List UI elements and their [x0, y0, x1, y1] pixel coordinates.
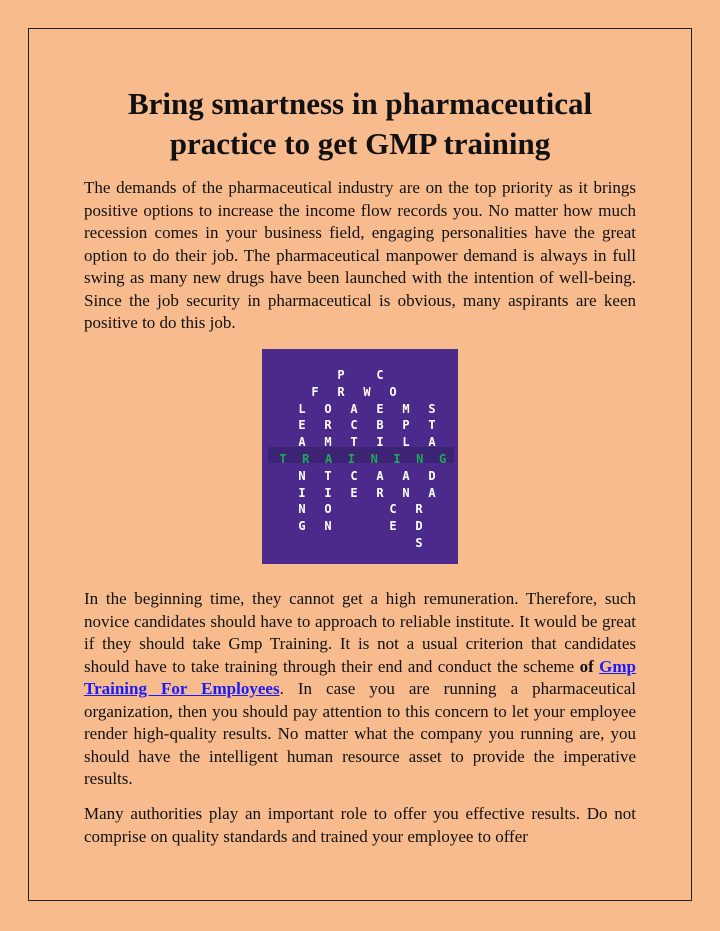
- crossword-letter: R: [324, 418, 332, 433]
- crossword-letter: C: [350, 468, 358, 483]
- body-paragraph: [84, 588, 636, 791]
- crossword-letter: A: [402, 468, 410, 483]
- crossword-letter: D: [428, 468, 436, 483]
- crossword-letter: C: [350, 418, 358, 433]
- training-letter: N: [416, 452, 424, 466]
- paragraph-text-after: . In case you are running a pharmaceutical organization, then you should pay attention to this concern to let your employee render high-quality results. No matter what the company you running are, you should have the intelligent human resource asset to provide the imperative results.: [84, 679, 636, 788]
- crossword-letter: A: [298, 435, 306, 450]
- crossword-letter: T: [324, 468, 332, 483]
- training-letter: I: [393, 452, 401, 466]
- training-crossword-image: [262, 349, 458, 564]
- training-letter: A: [324, 452, 333, 466]
- training-letter: R: [302, 452, 310, 466]
- intro-paragraph: The demands of the pharmaceutical industry are on the top priority as it brings positive options to increase the income flow records you. No matter how much recession comes in your business field, engaging personalities have the great option to do their job. The pharmaceutical manpower demand is always in full swing as many new drugs have been launched with the intention of well-being. Since the job security in pharmaceutical is obvious, many aspirants are keen positive to do this job.: [84, 178, 636, 332]
- training-letter: N: [370, 452, 378, 466]
- crossword-letter: A: [428, 485, 436, 500]
- crossword-letter: C: [376, 368, 384, 382]
- gmp-training-link[interactable]: Gmp Training For Employees: [84, 656, 636, 698]
- crossword-letter: I: [376, 435, 384, 450]
- crossword-letter: M: [402, 401, 410, 416]
- crossword-letter: N: [402, 485, 410, 500]
- crossword-letter: R: [337, 384, 345, 399]
- crossword-letter: B: [376, 418, 384, 433]
- crossword-letter: N: [298, 468, 306, 483]
- crossword-letter: A: [350, 401, 358, 416]
- crossword-letters: [262, 349, 458, 564]
- crossword-letter: W: [363, 384, 371, 399]
- crossword-letter: E: [298, 418, 306, 433]
- page-title: Bring smartness in pharmaceutical practice to get GMP training: [127, 86, 593, 161]
- crossword-letter: A: [428, 435, 436, 450]
- crossword-letter: M: [324, 435, 332, 450]
- training-letter: I: [347, 452, 355, 466]
- crossword-letter: E: [389, 519, 397, 534]
- crossword-letter: A: [376, 468, 384, 483]
- crossword-letter: D: [415, 519, 423, 534]
- crossword-letter: R: [376, 485, 384, 500]
- crossword-letter: R: [415, 502, 423, 517]
- training-letter: T: [279, 452, 287, 466]
- bold-of: of: [579, 656, 594, 676]
- crossword-letter: P: [337, 368, 345, 382]
- crossword-letter: L: [298, 401, 306, 416]
- training-letter: G: [438, 452, 447, 466]
- crossword-letter: E: [350, 485, 358, 500]
- crossword-letter: N: [324, 519, 332, 534]
- crossword-letter: S: [415, 536, 423, 550]
- crossword-letter: T: [428, 418, 436, 433]
- crossword-letter: O: [389, 384, 397, 399]
- crossword-letter: E: [376, 401, 384, 416]
- crossword-letter: O: [324, 401, 332, 416]
- closing-paragraph: Many authorities play an important role to offer you effective results. Do not comprise on quality standards and trained your employee to offer: [84, 804, 636, 846]
- crossword-letter: G: [298, 519, 306, 534]
- crossword-letter: S: [428, 401, 436, 416]
- crossword-letter: T: [350, 435, 358, 450]
- crossword-letter: P: [402, 418, 410, 433]
- crossword-letter: F: [311, 384, 319, 399]
- paragraph-text: In the beginning time, they cannot get a high remuneration. Therefore, such novice candidates should have to approach to reliable institute. It would be great if they should take Gmp Training. It is not a usual criterion that candidates should have to take training through their end and conduct the scheme: [84, 589, 636, 676]
- crossword-letter: O: [324, 502, 332, 517]
- crossword-letter: C: [389, 502, 397, 517]
- crossword-letter: N: [298, 502, 306, 517]
- crossword-letter: I: [298, 485, 306, 500]
- crossword-letter: L: [402, 435, 410, 450]
- crossword-letter: I: [324, 485, 332, 500]
